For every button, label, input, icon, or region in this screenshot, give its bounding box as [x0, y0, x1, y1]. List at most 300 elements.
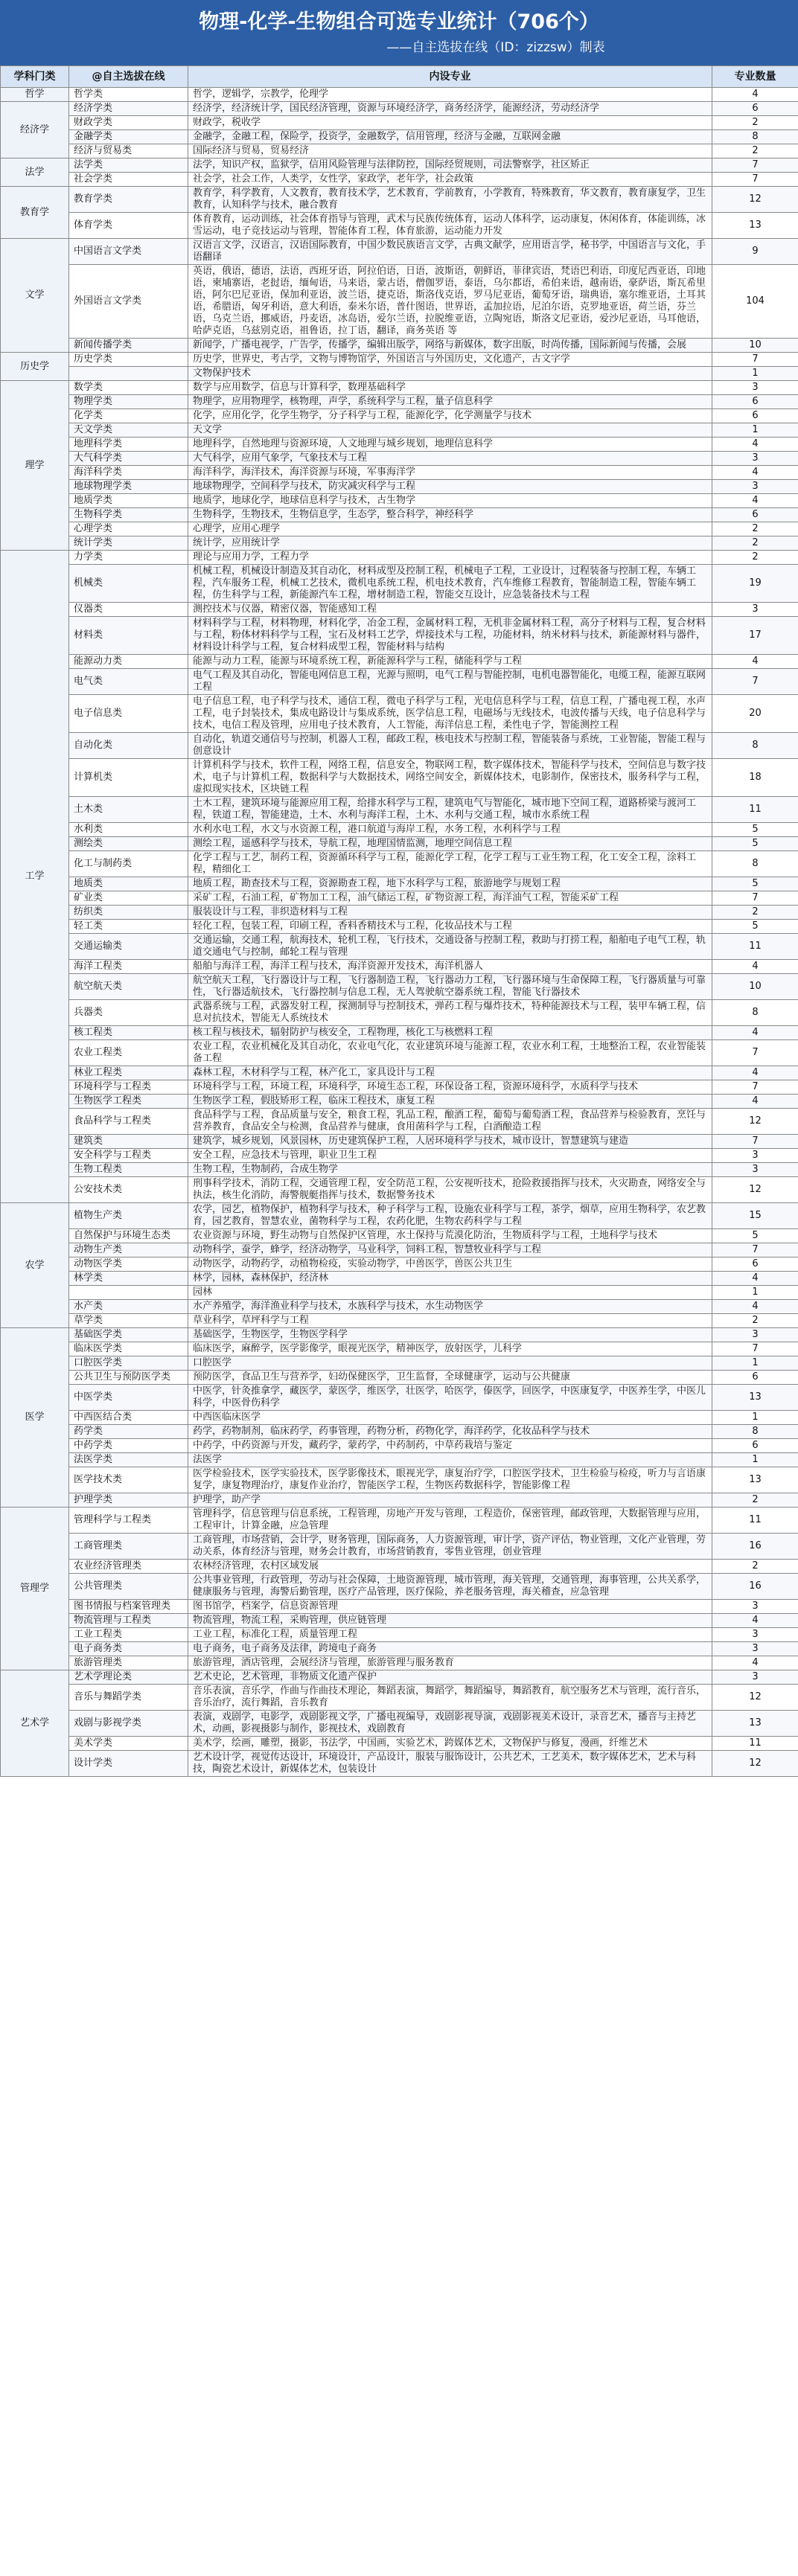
- table-row: [1, 239, 798, 265]
- count-cell: 7: [712, 1243, 798, 1257]
- count-cell: 3: [712, 452, 798, 466]
- table-row: [1, 1177, 798, 1203]
- table-row: [1, 669, 798, 695]
- count-cell: 4: [712, 494, 798, 508]
- table-header-banner: [0, 0, 798, 65]
- column-header-category: 学科门类: [1, 66, 69, 88]
- page-title: 物理-化学-生物组合可选专业统计（706个）: [199, 10, 599, 33]
- count-cell: 1: [712, 1356, 798, 1371]
- subcategory-cell: 艺术学理论类: [69, 1670, 188, 1685]
- count-cell: 6: [712, 1371, 798, 1385]
- category-cell: 农学: [1, 1203, 69, 1328]
- category-cell: 历史学: [1, 353, 69, 381]
- count-cell: 12: [712, 1751, 798, 1777]
- count-cell: 16: [712, 1534, 798, 1560]
- subcategory-cell: 药学类: [69, 1425, 188, 1439]
- count-cell: 7: [712, 173, 798, 187]
- table-row: [1, 617, 798, 655]
- majors-cell: 农业资源与环境，野生动物与自然保护区管理，水土保持与荒漠化防治，生物质科学与工程，土地科学与技术: [188, 1229, 712, 1243]
- table-row: [1, 759, 798, 797]
- subcategory-cell: 基础医学类: [69, 1328, 188, 1342]
- majors-cell: 生物医学工程，假肢矫形工程，临床工程技术，康复工程: [188, 1095, 712, 1109]
- subcategory-cell: 物流管理与工程类: [69, 1614, 188, 1628]
- count-cell: 6: [712, 508, 798, 522]
- table-row: [1, 1203, 798, 1229]
- count-cell: 6: [712, 1439, 798, 1453]
- majors-cell: 土木工程，建筑环境与能源应用工程，给排水科学与工程，建筑电气与智能化，城市地下空间工程，道路桥梁与渡河工程，铁道工程，智能建造，土木、水利与海洋工程，土木、水利与交通工程，城市水系统工程: [188, 797, 712, 823]
- count-cell: 7: [712, 891, 798, 906]
- table-row: [1, 480, 798, 494]
- subcategory-cell: 财政学类: [69, 116, 188, 130]
- majors-cell: 公共事业管理，行政管理，劳动与社会保障，土地资源管理，城市管理，海关管理，交通管理，海事管理，公共关系学，健康服务与管理，海警后勤管理，医疗产品管理，医疗保险，养老服务管理，海关稽查，应急管理: [188, 1574, 712, 1600]
- count-cell: 2: [712, 1493, 798, 1508]
- table-row: [1, 891, 798, 906]
- subcategory-cell: 化学类: [69, 409, 188, 423]
- table-row: [1, 1080, 798, 1095]
- table-row: [1, 88, 798, 102]
- table-row: [1, 1286, 798, 1300]
- category-cell: 医学: [1, 1328, 69, 1508]
- subcategory-cell: 法学类: [69, 158, 188, 173]
- majors-cell: 动物医学，动物药学，动植物检疫，实验动物学，中兽医学，兽医公共卫生: [188, 1257, 712, 1272]
- majors-cell: 历史学，世界史，考古学，文物与博物馆学，外国语言与外国历史，文化遗产，古文字学: [188, 353, 712, 367]
- count-cell: 7: [712, 1080, 798, 1095]
- table-row: [1, 1109, 798, 1135]
- subcategory-cell: 自动化类: [69, 733, 188, 759]
- table-row: [1, 1328, 798, 1342]
- majors-cell: 管理科学，信息管理与信息系统，工程管理，房地产开发与管理，工程造价，保密管理，邮政管理，大数据管理与应用，工程审计，计算金融，应急管理: [188, 1508, 712, 1534]
- count-cell: 2: [712, 1314, 798, 1328]
- majors-cell: 物理学，应用物理学，核物理，声学，系统科学与工程，量子信息科学: [188, 395, 712, 409]
- table-row: [1, 1670, 798, 1685]
- count-cell: 8: [712, 1000, 798, 1026]
- subcategory-cell: 交通运输类: [69, 934, 188, 960]
- subcategory-cell: 心理学类: [69, 522, 188, 536]
- count-cell: 1: [712, 423, 798, 438]
- majors-cell: 安全工程，应急技术与管理，职业卫生工程: [188, 1149, 712, 1163]
- majors-cell: 体育教育，运动训练，社会体育指导与管理，武术与民族传统体育，运动人体科学，运动康复，休闲体育，体能训练，冰雪运动，电子竞技运动与管理，智能体育工程，体育旅游，运动能力开发: [188, 213, 712, 239]
- majors-cell: 心理学，应用心理学: [188, 522, 712, 536]
- count-cell: 15: [712, 1203, 798, 1229]
- count-cell: 10: [712, 974, 798, 1000]
- table-row: [1, 130, 798, 144]
- table-row: [1, 797, 798, 823]
- majors-cell: 口腔医学: [188, 1356, 712, 1371]
- count-cell: 1: [712, 1411, 798, 1425]
- table-row: [1, 265, 798, 339]
- subcategory-cell: 经济学类: [69, 102, 188, 116]
- column-header-majors: 内设专业: [188, 66, 712, 88]
- majors-cell: 国际经济与贸易，贸易经济: [188, 144, 712, 158]
- count-cell: 4: [712, 88, 798, 102]
- count-cell: 4: [712, 466, 798, 480]
- subcategory-cell: 音乐与舞蹈学类: [69, 1685, 188, 1711]
- subcategory-cell: 能源动力类: [69, 655, 188, 669]
- count-cell: 1: [712, 1453, 798, 1467]
- count-cell: 10: [712, 339, 798, 353]
- count-cell: 6: [712, 409, 798, 423]
- majors-cell: 自动化，轨道交通信号与控制，机器人工程，邮政工程，核电技术与控制工程，智能装备与系统，工业智能，智能工程与创意设计: [188, 733, 712, 759]
- majors-cell: 理论与应用力学，工程力学: [188, 551, 712, 565]
- count-cell: 7: [712, 158, 798, 173]
- count-cell: 4: [712, 960, 798, 974]
- table-row: [1, 1257, 798, 1272]
- majors-cell: 采矿工程，石油工程，矿物加工工程，油气储运工程，矿物资源工程，海洋油气工程，智能采矿工程: [188, 891, 712, 906]
- category-cell: 法学: [1, 158, 69, 187]
- count-cell: 2: [712, 551, 798, 565]
- table-row: [1, 906, 798, 920]
- subcategory-cell: 纺织类: [69, 906, 188, 920]
- subcategory-cell: 海洋工程类: [69, 960, 188, 974]
- count-cell: 3: [712, 480, 798, 494]
- majors-cell: 食品科学与工程，食品质量与安全，粮食工程，乳品工程，酿酒工程，葡萄与葡萄酒工程，食品营养与检验教育，烹饪与营养教育，食品安全与检测，食品营养与健康，食用菌科学与工程，白酒酿造工程: [188, 1109, 712, 1135]
- count-cell: 2: [712, 144, 798, 158]
- majors-cell: 教育学，科学教育，人文教育，教育技术学，艺术教育，学前教育，小学教育，特殊教育，华文教育，教育康复学，卫生教育，认知科学与技术，融合教育: [188, 187, 712, 213]
- subcategory-cell: 公安技术类: [69, 1177, 188, 1203]
- count-cell: 4: [712, 1026, 798, 1040]
- majors-cell: 环境科学与工程，环境工程，环境科学，环境生态工程，环保设备工程，资源环境科学，水质科学与技术: [188, 1080, 712, 1095]
- majors-cell: 统计学，应用统计学: [188, 536, 712, 551]
- majors-cell: 电子商务，电子商务及法律，跨境电子商务: [188, 1642, 712, 1656]
- table-row: [1, 1243, 798, 1257]
- count-cell: 2: [712, 116, 798, 130]
- majors-cell: 农业工程，农业机械化及其自动化，农业电气化，农业建筑环境与能源工程，农业水利工程，土地整治工程，农业智能装备工程: [188, 1040, 712, 1066]
- subcategory-cell: 地理科学类: [69, 438, 188, 452]
- count-cell: 2: [712, 536, 798, 551]
- majors-cell: 地质学，地球化学，地球信息科学与技术，古生物学: [188, 494, 712, 508]
- count-cell: 18: [712, 759, 798, 797]
- table-row: [1, 1656, 798, 1670]
- majors-cell: 新闻学，广播电视学，广告学，传播学，编辑出版学，网络与新媒体，数字出版，时尚传播，国际新闻与传播，会展: [188, 339, 712, 353]
- table-row: [1, 851, 798, 877]
- table-row: [1, 353, 798, 367]
- subcategory-cell: 安全科学与工程类: [69, 1149, 188, 1163]
- count-cell: 3: [712, 381, 798, 395]
- count-cell: 3: [712, 1163, 798, 1177]
- subcategory-cell: 农业经济管理类: [69, 1560, 188, 1574]
- table-row: [1, 1574, 798, 1600]
- table-row: [1, 1026, 798, 1040]
- table-row: [1, 1149, 798, 1163]
- subcategory-cell: [69, 367, 188, 381]
- count-cell: 11: [712, 797, 798, 823]
- subcategory-cell: 口腔医学类: [69, 1356, 188, 1371]
- majors-cell: 森林工程，木材科学与工程，林产化工，家具设计与工程: [188, 1066, 712, 1080]
- table-row: [1, 1425, 798, 1439]
- majors-cell: 英语，俄语，德语，法语，西班牙语，阿拉伯语，日语，波斯语，朝鲜语，菲律宾语，梵语巴利语，印度尼西亚语，印地语，柬埔寨语，老挝语，缅甸语，马来语，蒙古语，僧伽罗语，泰语，乌尔都语，希伯来语，越南语，豪萨语，斯瓦希里语，阿尔巴尼亚语，保加利亚语，波兰语，捷克语，斯洛伐克语，罗马尼亚语，葡萄牙语，瑞典语，塞尔维亚语，土耳其语，希腊语，匈牙利语，意大利语，泰米尔语，普什图语，世界语，孟加拉语，尼泊尔语，克罗地亚语，荷兰语，芬兰语，乌克兰语，挪威语，丹麦语，冰岛语，爱尔兰语，拉脱维亚语，立陶宛语，斯洛文尼亚语，爱沙尼亚语，马耳他语，哈萨克语，乌兹别克语，祖鲁语，拉丁语，翻译，商务英语 等: [188, 265, 712, 339]
- table-row: [1, 494, 798, 508]
- table-row: [1, 187, 798, 213]
- majors-cell: 哲学，逻辑学，宗教学，伦理学: [188, 88, 712, 102]
- subcategory-cell: 电气类: [69, 669, 188, 695]
- subcategory-cell: 医学技术类: [69, 1467, 188, 1493]
- subcategory-cell: 生物科学类: [69, 508, 188, 522]
- subcategory-cell: 地质学类: [69, 494, 188, 508]
- count-cell: 11: [712, 1737, 798, 1751]
- majors-cell: 林学，园林，森林保护，经济林: [188, 1272, 712, 1286]
- subcategory-cell: 植物生产类: [69, 1203, 188, 1229]
- subcategory-cell: 矿业类: [69, 891, 188, 906]
- table-row: [1, 1685, 798, 1711]
- majors-cell: 化学，应用化学，化学生物学，分子科学与工程，能源化学，化学测量学与技术: [188, 409, 712, 423]
- table-row: [1, 655, 798, 669]
- count-cell: 8: [712, 130, 798, 144]
- count-cell: 7: [712, 1040, 798, 1066]
- count-cell: 5: [712, 823, 798, 837]
- subcategory-cell: 核工程类: [69, 1026, 188, 1040]
- majors-cell: 工业工程，标准化工程，质量管理工程: [188, 1628, 712, 1642]
- count-cell: 1: [712, 1286, 798, 1300]
- majors-cell: 中药学，中药资源与开发，藏药学，蒙药学，中药制药，中草药栽培与鉴定: [188, 1439, 712, 1453]
- table-row: [1, 1135, 798, 1149]
- major-statistics-table: [0, 65, 798, 1777]
- subcategory-cell: 化工与制药类: [69, 851, 188, 877]
- majors-cell: 药学，药物制剂，临床药学，药事管理，药物分析，药物化学，海洋药学，化妆品科学与技术: [188, 1425, 712, 1439]
- majors-cell: 表演，戏剧学，电影学，戏剧影视文学，广播电视编导，戏剧影视导演，戏剧影视美术设计，录音艺术，播音与主持艺术，动画，影视摄影与制作，影视技术，戏剧教育: [188, 1711, 712, 1737]
- count-cell: 5: [712, 1229, 798, 1243]
- count-cell: 7: [712, 1135, 798, 1149]
- count-cell: 13: [712, 1385, 798, 1411]
- majors-cell: 船舶与海洋工程，海洋工程与技术，海洋资源开发技术，海洋机器人: [188, 960, 712, 974]
- majors-cell: 文物保护技术: [188, 367, 712, 381]
- table-row: [1, 565, 798, 603]
- table-row: [1, 1095, 798, 1109]
- majors-cell: 艺术设计学，视觉传达设计，环境设计，产品设计，服装与服饰设计，公共艺术，工艺美术，数字媒体艺术，艺术与科技，陶瓷艺术设计，新媒体艺术，包装设计: [188, 1751, 712, 1777]
- subcategory-cell: 公共管理类: [69, 1574, 188, 1600]
- majors-cell: 旅游管理，酒店管理，会展经济与管理，旅游管理与服务教育: [188, 1656, 712, 1670]
- table-row: [1, 116, 798, 130]
- column-header-row: [1, 66, 798, 88]
- subcategory-cell: 水利类: [69, 823, 188, 837]
- table-row: [1, 173, 798, 187]
- count-cell: 12: [712, 1177, 798, 1203]
- subcategory-cell: 建筑类: [69, 1135, 188, 1149]
- table-row: [1, 934, 798, 960]
- majors-cell: 水产养殖学，海洋渔业科学与技术，水族科学与技术，水生动物医学: [188, 1300, 712, 1314]
- subcategory-cell: 农业工程类: [69, 1040, 188, 1066]
- count-cell: 4: [712, 655, 798, 669]
- table-row: [1, 381, 798, 395]
- count-cell: 4: [712, 438, 798, 452]
- majors-cell: 海洋科学，海洋技术，海洋资源与环境，军事海洋学: [188, 466, 712, 480]
- subcategory-cell: 社会学类: [69, 173, 188, 187]
- majors-cell: 法医学: [188, 1453, 712, 1467]
- table-row: [1, 1737, 798, 1751]
- majors-cell: 地质工程，勘查技术与工程，资源勘查工程，地下水科学与工程，旅游地学与规划工程: [188, 877, 712, 891]
- majors-cell: 电气工程及其自动化，智能电网信息工程，光源与照明，电气工程与智能控制，电机电器智能化，电缆工程，能源互联网工程: [188, 669, 712, 695]
- majors-cell: 计算机科学与技术，软件工程，网络工程，信息安全，物联网工程，数字媒体技术，智能科学与技术，空间信息与数字技术，电子与计算机工程，数据科学与大数据技术，网络空间安全，新媒体技术，电影制作，保密技术，服务科学与工程，虚拟现实技术，区块链工程: [188, 759, 712, 797]
- count-cell: 6: [712, 102, 798, 116]
- count-cell: 4: [712, 1656, 798, 1670]
- majors-cell: 地球物理学，空间科学与技术，防灾减灾科学与工程: [188, 480, 712, 494]
- count-cell: 13: [712, 1711, 798, 1737]
- category-cell: 管理学: [1, 1508, 69, 1670]
- category-cell: 哲学: [1, 88, 69, 102]
- subcategory-cell: 土木类: [69, 797, 188, 823]
- majors-cell: 农林经济管理，农村区域发展: [188, 1560, 712, 1574]
- majors-cell: 汉语言文学，汉语言，汉语国际教育，中国少数民族语言文学，古典文献学，应用语言学，秘书学，中国语言与文化，手语翻译: [188, 239, 712, 265]
- subcategory-cell: 哲学类: [69, 88, 188, 102]
- count-cell: 4: [712, 1066, 798, 1080]
- majors-cell: 材料科学与工程，材料物理，材料化学，冶金工程，金属材料工程，无机非金属材料工程，高分子材料与工程，复合材料与工程，粉体材料科学与工程，宝石及材料工艺学，焊接技术与工程，功能材料，纳米材料与技术，新能源材料与器件，材料设计科学与工程，复合材料成型工程，智能材料与结构: [188, 617, 712, 655]
- table-row: [1, 960, 798, 974]
- table-row: [1, 1356, 798, 1371]
- count-cell: 12: [712, 187, 798, 213]
- table-row: [1, 466, 798, 480]
- category-cell: 经济学: [1, 102, 69, 158]
- table-row: [1, 339, 798, 353]
- majors-cell: 测控技术与仪器，精密仪器，智能感知工程: [188, 603, 712, 617]
- majors-cell: 基础医学，生物医学，生物医学科学: [188, 1328, 712, 1342]
- majors-cell: 农学，园艺，植物保护，植物科学与技术，种子科学与工程，设施农业科学与工程，茶学，烟草，应用生物科学，农艺教育，园艺教育，智慧农业，菌物科学与工程，农药化肥，生物农药科学与工程: [188, 1203, 712, 1229]
- majors-cell: 动物科学，蚕学，蜂学，经济动物学，马业科学，饲料工程，智慧牧业科学与工程: [188, 1243, 712, 1257]
- majors-cell: 中医学，针灸推拿学，藏医学，蒙医学，维医学，壮医学，哈医学，傣医学，回医学，中医康复学，中医养生学，中医儿科学，中医骨伤科学: [188, 1385, 712, 1411]
- subcategory-cell: 美术学类: [69, 1737, 188, 1751]
- subcategory-cell: 水产类: [69, 1300, 188, 1314]
- subcategory-cell: 中医学类: [69, 1385, 188, 1411]
- subcategory-cell: 戏剧与影视学类: [69, 1711, 188, 1737]
- table-row: [1, 213, 798, 239]
- table-row: [1, 1560, 798, 1574]
- count-cell: 104: [712, 265, 798, 339]
- count-cell: 20: [712, 695, 798, 733]
- table-row: [1, 551, 798, 565]
- table-row: [1, 920, 798, 934]
- majors-cell: 草业科学，草坪科学与工程: [188, 1314, 712, 1328]
- table-row: [1, 1000, 798, 1026]
- count-cell: 7: [712, 353, 798, 367]
- majors-cell: 机械工程，机械设计制造及其自动化，材料成型及控制工程，机械电子工程，工业设计，过程装备与控制工程，车辆工程，汽车服务工程，机械工艺技术，微机电系统工程，机电技术教育，汽车维修工程教育，智能制造工程，智能车辆工程，仿生科学与工程，新能源汽车工程，增材制造工程，智能交互设计，应急装备技术与工程: [188, 565, 712, 603]
- subcategory-cell: 教育学类: [69, 187, 188, 213]
- subcategory-cell: 工商管理类: [69, 1534, 188, 1560]
- column-header-count: 专业数量: [712, 66, 798, 88]
- subcategory-cell: 图书情报与档案管理类: [69, 1600, 188, 1614]
- majors-cell: 工商管理，市场营销，会计学，财务管理，国际商务，人力资源管理，审计学，资产评估，物业管理，文化产业管理，劳动关系，体育经济与管理，财务会计教育，市场营销教育，零售业管理，创业管理: [188, 1534, 712, 1560]
- table-row: [1, 144, 798, 158]
- table-row: [1, 1534, 798, 1560]
- subcategory-cell: 材料类: [69, 617, 188, 655]
- majors-cell: 航空航天工程，飞行器设计与工程，飞行器制造工程，飞行器动力工程，飞行器环境与生命保障工程，飞行器质量与可靠性，飞行器适航技术，飞行器控制与信息工程，无人驾驶航空器系统工程，智能飞行器技术: [188, 974, 712, 1000]
- table-row: [1, 1342, 798, 1356]
- category-cell: 艺术学: [1, 1670, 69, 1777]
- count-cell: 13: [712, 1467, 798, 1493]
- category-cell: 文学: [1, 239, 69, 353]
- majors-cell: 建筑学，城乡规划，风景园林，历史建筑保护工程，人居环境科学与技术，城市设计，智慧建筑与建造: [188, 1135, 712, 1149]
- count-cell: 11: [712, 934, 798, 960]
- count-cell: 11: [712, 1508, 798, 1534]
- table-row: [1, 1411, 798, 1425]
- subcategory-cell: 外国语言文学类: [69, 265, 188, 339]
- table-row: [1, 603, 798, 617]
- table-body: [1, 88, 798, 1777]
- subcategory-cell: [69, 1286, 188, 1300]
- table-row: [1, 837, 798, 851]
- count-cell: 12: [712, 1685, 798, 1711]
- majors-cell: 生物科学，生物技术，生物信息学，生态学，整合科学，神经科学: [188, 508, 712, 522]
- count-cell: 4: [712, 1614, 798, 1628]
- table-row: [1, 1711, 798, 1737]
- count-cell: 5: [712, 877, 798, 891]
- subcategory-cell: 动物医学类: [69, 1257, 188, 1272]
- table-row: [1, 1300, 798, 1314]
- table-row: [1, 1066, 798, 1080]
- count-cell: 2: [712, 522, 798, 536]
- subcategory-cell: 机械类: [69, 565, 188, 603]
- table-row: [1, 1508, 798, 1534]
- subcategory-cell: 临床医学类: [69, 1342, 188, 1356]
- majors-cell: 临床医学，麻醉学，医学影像学，眼视光医学，精神医学，放射医学，儿科学: [188, 1342, 712, 1356]
- majors-cell: 社会学，社会工作，人类学，女性学，家政学，老年学，社会政策: [188, 173, 712, 187]
- majors-cell: 法学，知识产权，监狱学，信用风险管理与法律防控，国际经贸规则，司法警察学，社区矫正: [188, 158, 712, 173]
- majors-cell: 地理科学，自然地理与资源环境，人文地理与城乡规划，地理信息科学: [188, 438, 712, 452]
- subcategory-cell: 数学类: [69, 381, 188, 395]
- count-cell: 3: [712, 1328, 798, 1342]
- table-row: [1, 452, 798, 466]
- count-cell: 6: [712, 1257, 798, 1272]
- majors-cell: 生物工程，生物制药，合成生物学: [188, 1163, 712, 1177]
- table-row: [1, 158, 798, 173]
- table-row: [1, 1040, 798, 1066]
- majors-cell: 金融学，金融工程，保险学，投资学，金融数学，信用管理，经济与金融，互联网金融: [188, 130, 712, 144]
- table-row: [1, 1385, 798, 1411]
- majors-cell: 图书馆学，档案学，信息资源管理: [188, 1600, 712, 1614]
- count-cell: 7: [712, 669, 798, 695]
- subcategory-cell: 中国语言文学类: [69, 239, 188, 265]
- count-cell: 6: [712, 395, 798, 409]
- count-cell: 17: [712, 617, 798, 655]
- table-row: [1, 1493, 798, 1508]
- table-row: [1, 1628, 798, 1642]
- majors-cell: 园林: [188, 1286, 712, 1300]
- category-cell: 理学: [1, 381, 69, 551]
- count-cell: 8: [712, 851, 798, 877]
- count-cell: 9: [712, 239, 798, 265]
- majors-cell: 水利水电工程，水文与水资源工程，港口航道与海岸工程，水务工程，水利科学与工程: [188, 823, 712, 837]
- count-cell: 4: [712, 1095, 798, 1109]
- majors-cell: 电子信息工程，电子科学与技术，通信工程，微电子科学与工程，光电信息科学与工程，信息工程，广播电视工程，水声工程，电子封装技术，集成电路设计与集成系统，医学信息工程，电磁场与无线技术，电波传播与天线，电子信息科学与技术，电信工程及管理，应用电子技术教育，人工智能，海洋信息工程，柔性电子学，智能测控工程: [188, 695, 712, 733]
- table-row: [1, 508, 798, 522]
- majors-cell: 天文学: [188, 423, 712, 438]
- subcategory-cell: 林学类: [69, 1272, 188, 1286]
- table-row: [1, 522, 798, 536]
- majors-cell: 物流管理，物流工程，采购管理，供应链管理: [188, 1614, 712, 1628]
- count-cell: 1: [712, 367, 798, 381]
- table-row: [1, 1614, 798, 1628]
- majors-cell: 轻化工程，包装工程，印刷工程，香料香精技术与工程，化妆品技术与工程: [188, 920, 712, 934]
- count-cell: 3: [712, 1600, 798, 1614]
- majors-cell: 中西医临床医学: [188, 1411, 712, 1425]
- count-cell: 3: [712, 603, 798, 617]
- subcategory-cell: 工业工程类: [69, 1628, 188, 1642]
- subcategory-cell: 大气科学类: [69, 452, 188, 466]
- majors-cell: 预防医学，食品卫生与营养学，妇幼保健医学，卫生监督，全球健康学，运动与公共健康: [188, 1371, 712, 1385]
- table-row: [1, 102, 798, 116]
- majors-cell: 医学检验技术，医学实验技术，医学影像技术，眼视光学，康复治疗学，口腔医学技术，卫生检验与检疫，听力与言语康复学，康复物理治疗，康复作业治疗，智能医学工程，生物医药数据科学，智能影像工程: [188, 1467, 712, 1493]
- majors-cell: 刑事科学技术，消防工程，交通管理工程，安全防范工程，公安视听技术，抢险救援指挥与技术，火灾勘查，网络安全与执法，核生化消防，海警舰艇指挥与技术，数据警务技术: [188, 1177, 712, 1203]
- subcategory-cell: 经济与贸易类: [69, 144, 188, 158]
- subcategory-cell: 中西医结合类: [69, 1411, 188, 1425]
- table-row: [1, 1467, 798, 1493]
- subcategory-cell: 体育学类: [69, 213, 188, 239]
- subcategory-cell: 航空航天类: [69, 974, 188, 1000]
- majors-cell: 艺术史论，艺术管理，非物质文化遗产保护: [188, 1670, 712, 1685]
- subcategory-cell: 新闻传播学类: [69, 339, 188, 353]
- subcategory-cell: 兵器类: [69, 1000, 188, 1026]
- count-cell: 12: [712, 1109, 798, 1135]
- count-cell: 3: [712, 1149, 798, 1163]
- subcategory-cell: 食品科学与工程类: [69, 1109, 188, 1135]
- subcategory-cell: 天文学类: [69, 423, 188, 438]
